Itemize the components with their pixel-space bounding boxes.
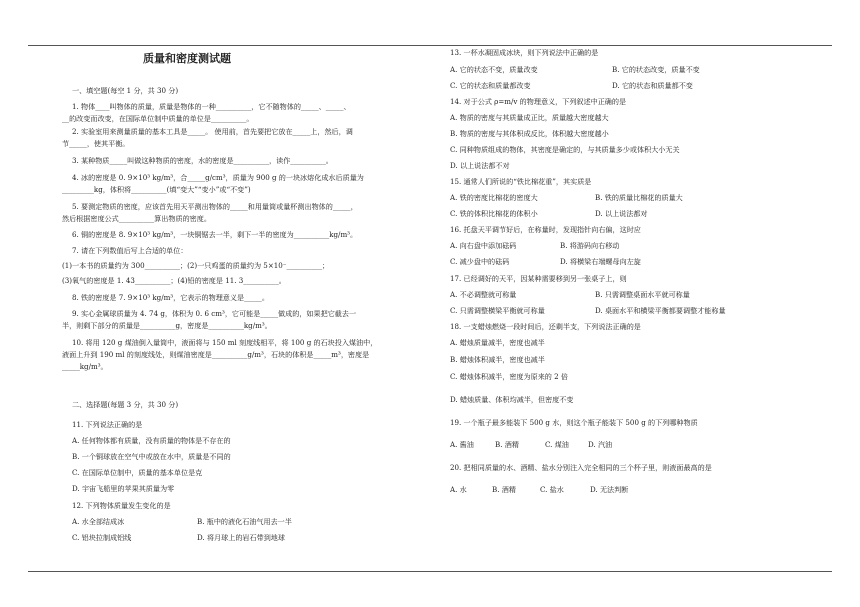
- question-text: 5. 要测定物质的密度，应该首先用天平测出物体的_____和用量筒或量杯测出物体的_____，: [72, 202, 358, 211]
- answer-option: A. 水: [450, 485, 467, 494]
- answer-option: B. 酒精: [495, 440, 519, 449]
- answer-option: C. 煤油: [545, 440, 569, 449]
- answer-option: A. 向右盘中添加砝码: [450, 241, 517, 250]
- question-text: 1. 物体____叫物体的质量，质量是物体的一种__________，它不随物体的_____、_____、: [72, 102, 351, 111]
- answer-option: D. 以上说法都不对: [450, 161, 510, 170]
- page-title: 质量和密度测试题: [143, 52, 231, 65]
- top-divider: [28, 45, 832, 46]
- answer-option: C. 铝块拉制成铝线: [72, 533, 132, 542]
- answer-option: C. 蜡烛体积减半，密度为原来的 2 倍: [450, 372, 569, 381]
- question-stem: 17. 已经调好的天平，因某种需要移到另一张桌子上，则: [450, 274, 627, 283]
- answer-option: A. 任何物体都有质量，没有质量的物体是不存在的: [72, 436, 231, 445]
- answer-option: B. 酒精: [492, 485, 516, 494]
- answer-option: D. 以上说法都对: [595, 209, 648, 218]
- answer-option: A. 物质的密度与其质量成正比，质量越大密度越大: [450, 113, 609, 122]
- answer-option: C. 同种物质组成的物体，其密度是确定的，与其质量多少或体积大小无关: [450, 145, 680, 154]
- question-text: 节_____，使其平衡。: [62, 139, 130, 148]
- answer-option: A. 水全部结成冰: [72, 517, 125, 526]
- question-text: 3. 某种物质_____叫做这种物质的密度，水的密度是__________，读作__________。: [72, 156, 333, 165]
- answer-option: B. 物质的密度与其体积成反比，体积越大密度越小: [450, 129, 609, 138]
- question-stem: 20. 把相同质量的水、酒精、盐水分别注入完全相同的三个杯子里，则液面最高的是: [450, 463, 712, 472]
- question-stem: 13. 一杯水凝固成冰块，则下列说法中正确的是: [450, 48, 599, 57]
- question-text: 8. 铁的密度是 7. 9×10³ kg/m³，它表示的物理意义是_____。: [72, 293, 269, 302]
- answer-option: C. 它的状态和质量都改变: [450, 81, 531, 90]
- question-text: 2. 实验室用来测量质量的基本工具是_____。 使用前，首先要把它放在_____上，然后，调: [72, 127, 353, 136]
- question-text: _________kg，体积将__________(填“变大”“变小”或“不变”): [62, 185, 251, 194]
- answer-option: A. 蜡烛质量减半，密度也减半: [450, 338, 545, 347]
- question-text: 10. 将用 120 g 煤油倒入量筒中，液面将与 150 ml 刻度线相平，将 100 g 的石块投入煤油中，: [72, 338, 378, 347]
- question-text: _____kg/m³。: [62, 362, 108, 371]
- section-header-choice: 二、选择题(每题 3 分，共 30 分): [72, 400, 179, 409]
- question-stem: 19. 一个瓶子最多能装下 500 g 水，则这个瓶子能装下 500 g 的下列哪种物质: [450, 418, 698, 427]
- answer-option: B. 瓶中的液化石油气用去一半: [197, 517, 292, 526]
- answer-option: D. 无法判断: [590, 485, 629, 494]
- answer-option: C. 盐水: [540, 485, 564, 494]
- question-text: 4. 冰的密度是 0. 9×10³ kg/m³，合_____g/cm³，质量为 900 g 的一块冰熔化成水后质量为: [72, 173, 364, 182]
- question-stem: 12. 下列物体质量发生变化的是: [72, 501, 171, 510]
- question-text: 然后根据密度公式__________算出物质的密度。: [62, 214, 211, 223]
- answer-option: D. 汽油: [588, 440, 613, 449]
- answer-option: D. 将横梁右端螺母向左旋: [560, 257, 641, 266]
- question-text: (3)氧气的密度是 1. 43__________；(4)铅的密度是 11. 3__________。: [62, 276, 286, 285]
- answer-option: D. 蜡烛质量、体积均减半，但密度不变: [450, 395, 574, 404]
- question-text: 6. 铜的密度是 8. 9×10³ kg/m³，一块铜锯去一半，剩下一半的密度为__________kg/m³。: [72, 230, 358, 239]
- answer-option: A. 不必调整就可称量: [450, 290, 517, 299]
- question-text: __的改变而改变，在国际单位制中质量的单位是__________。: [62, 114, 254, 123]
- bottom-divider: [28, 571, 832, 572]
- answer-option: C. 在国际单位制中，质量的基本单位是克: [72, 468, 203, 477]
- question-text: 半，则剩下部分的质量是__________g，密度是__________kg/m³。: [62, 321, 272, 330]
- answer-option: C. 只需调整横梁平衡就可称量: [450, 306, 545, 315]
- answer-option: D. 它的状态和质量都不变: [612, 81, 693, 90]
- answer-option: A. 铁的密度比棉花的密度大: [450, 193, 538, 202]
- question-stem: 16. 托盘天平调节好后，在称量时，发现指针向右偏，这时应: [450, 225, 641, 234]
- section-header-fill-in: 一、填空题(每空 1 分，共 30 分): [72, 86, 179, 95]
- question-text: 9. 实心金属球质量为 4. 74 g，体积为 0. 6 cm³，它可能是_____做成的，如果把它截去一: [72, 309, 357, 318]
- answer-option: A. 酱油: [450, 440, 474, 449]
- question-stem: 18. 一支蜡烛燃烧一段时间后，还剩半支，下列说法正确的是: [450, 322, 641, 331]
- answer-option: B. 一个铜球放在空气中或放在水中，质量是不同的: [72, 452, 231, 461]
- answer-option: B. 将游码向右移动: [560, 241, 620, 250]
- question-stem: 15. 通常人们所说的“铁比棉花重”，其实质是: [450, 177, 592, 186]
- question-stem: 14. 对于公式 ρ=m/v 的物理意义，下列叙述中正确的是: [450, 97, 627, 106]
- answer-option: D. 桌面水平和横梁平衡都要调整才能称量: [595, 306, 726, 315]
- question-text: 液面上升到 190 ml 的刻度线处，则煤油密度是__________g/m³，石块的体积是_____m³，密度是: [62, 350, 370, 359]
- answer-option: D. 将月球上的岩石带到地球: [197, 533, 285, 542]
- answer-option: C. 减少盘中的砝码: [450, 257, 510, 266]
- answer-option: B. 铁的质量比棉花的质量大: [595, 193, 683, 202]
- question-text: 7. 请在下列数值后写上合适的单位：: [72, 246, 188, 255]
- question-stem: 11. 下列说法正确的是: [72, 420, 143, 429]
- question-text: (1)一本书的质量约为 300__________；(2)一只鸡蛋的质量约为 5×10⁻__________；: [62, 261, 330, 270]
- answer-option: C. 铁的体积比棉花的体积小: [450, 209, 538, 218]
- answer-option: A. 它的状态不变，质量改变: [450, 65, 538, 74]
- answer-option: B. 蜡烛体积减半，密度也减半: [450, 355, 545, 364]
- answer-option: B. 它的状态改变，质量不变: [612, 65, 700, 74]
- answer-option: B. 只需调整桌面水平就可称量: [595, 290, 690, 299]
- answer-option: D. 宇宙飞船里的苹果其质量为零: [72, 484, 175, 493]
